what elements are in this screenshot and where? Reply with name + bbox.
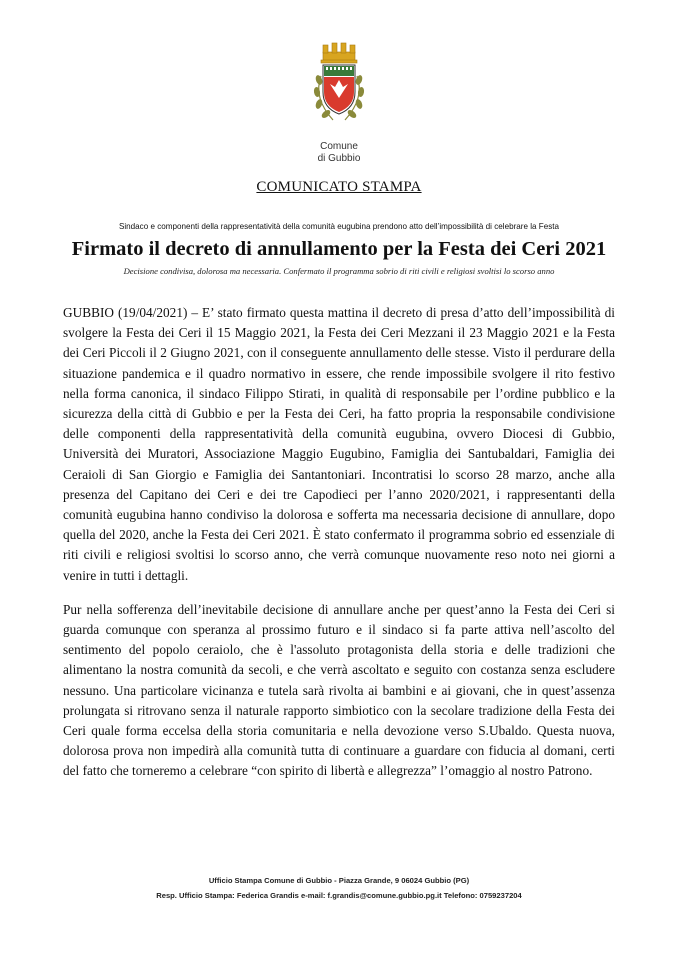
municipal-crest-icon	[299, 40, 379, 140]
subtitle: Decisione condivisa, dolorosa ma necessaria. Confermato il programma sobrio di riti civili e religiosi svoltisi lo scorso anno	[123, 266, 555, 276]
logo-text-line2: di Gubbio	[317, 153, 361, 164]
footer-line2: Resp. Ufficio Stampa: Federica Grandis e-mail: f.grandis@comune.gubbio.pg.it Telefono: 0759237204	[156, 891, 522, 900]
footer	[0, 873, 678, 903]
article-body	[63, 303, 615, 796]
press-release-heading: COMUNICATO STAMPA	[256, 179, 422, 195]
kicker-line: Sindaco e componenti della rappresentatività della comunità eugubina prendono atto dell’impossibilità di celebrare la Festa	[118, 222, 560, 231]
municipal-logo	[0, 40, 678, 164]
footer-line1: Ufficio Stampa Comune di Gubbio - Piazza Grande, 9 06024 Gubbio (PG)	[208, 876, 470, 885]
logo-text-line1: Comune	[320, 141, 358, 152]
paragraph-2: Pur nella sofferenza dell’inevitabile decisione di annullare anche per quest’anno la Festa dei Ceri si guarda comunque con speranza al prossimo futuro e il sindaco si fa parte attiva nell’ascolto del sentimento del popolo ceraiolo, che è l'assoluto protagonista della storia e delle tradizioni che alimentano la nostra comunità da secoli, e che verrà ascoltato e seguito con costanza senza escludere nessuno. Una particolare vicinanza e tutela sarà rivolta ai bambini e ai giovani, che in quest’assenza prolungata si ritrovano senza il naturale rapporto simbiotico con la secolare tradizione della Festa dei Ceri quale forma eccelsa della storia comunitaria e nella devozione verso S.Ubaldo. Questa nuova, dolorosa prova non impedirà alla comunità tutta di continuare a guardare con fiducia al domani, certi del fatto che torneremo a celebrare “con spirito di libertà e allegrezza” l’omaggio al nostro Patrono.	[63, 601, 615, 779]
paragraph-1: GUBBIO (19/04/2021) – E’ stato firmato questa mattina il decreto di presa d’atto dell’impossibilità di svolgere la Festa dei Ceri il 15 Maggio 2021, la Festa dei Ceri Mezzani il 23 Maggio 2021 e la Festa dei Ceri Piccoli il 2 Giugno 2021, con il conseguente annullamento delle stesse. Visto il perdurare della situazione pandemica e il quadro normativo in essere, che rende impossibile svolgere il rito festivo nella forma canonica, il sindaco Filippo Stirati, in qualità di responsabile per l’ordine pubblico e la sicurezza della città di Gubbio e per la Festa dei Ceri, ha fatto propria la responsabile condivisione delle componenti della rappresentatività della comunità eugubina, ovvero Diocesi di Gubbio, Università dei Muratori, Associazione Maggio Eugubino, Famiglia dei Santubaldari, Famiglia dei Ceraioli di San Giorgio e Famiglia dei Santantoniari. Incontratisi lo scorso 28 marzo, anche alla presenza del Capitano dei Ceri e dei tre Capodieci per l’anno 2020/2021, i rappresentanti della comunità eugubina hanno condiviso la dolorosa e sofferta ma necessaria decisione di annullare, dopo quella del 2020, anche la Festa dei Ceri 2021. È stato confermato il programma sobrio ed essenziale di riti civili e religiosi svoltisi lo scorso anno, che verrà comunque nuovamente reso noto nei giorni a venire in tutti i dettagli.	[63, 305, 615, 583]
page-title: Firmato il decreto di annullamento per la Festa dei Ceri 2021	[71, 238, 607, 260]
